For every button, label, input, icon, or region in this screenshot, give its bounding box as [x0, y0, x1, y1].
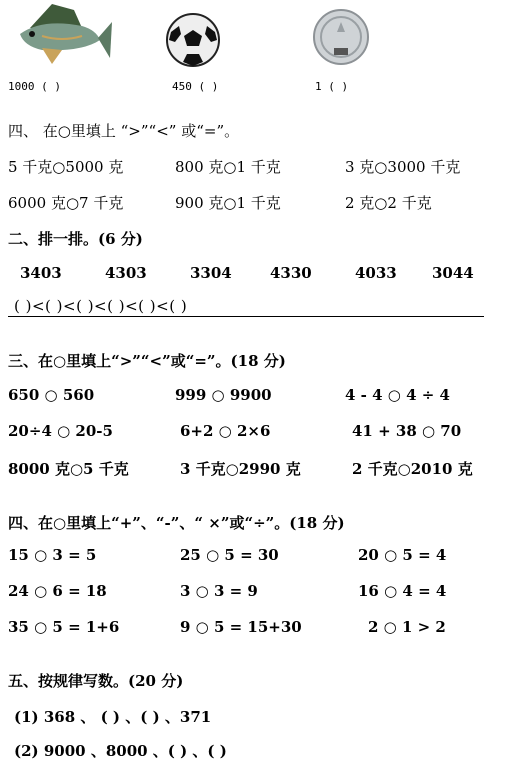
- section2-heading: 二、排一排。(6 分): [8, 230, 143, 248]
- ball-caption: 450 ( ): [172, 80, 219, 93]
- section4a-cell: 3 克○3000 千克: [345, 158, 461, 176]
- section3-cell: 6+2 ○ 2×6: [180, 422, 271, 440]
- sequence-item: (2) 9000 、8000 、( ) 、( ): [14, 742, 227, 760]
- coin-caption: 1 ( ): [315, 80, 349, 93]
- soccer-ball-image: [165, 12, 221, 68]
- section4b-cell: 2 ○ 1 > 2: [368, 618, 446, 636]
- number-item: 3403: [20, 264, 62, 282]
- fish-image: [12, 0, 112, 70]
- section4b-cell: 25 ○ 5 = 30: [180, 546, 279, 564]
- section3-cell: 650 ○ 560: [8, 386, 95, 404]
- section4b-cell: 15 ○ 3 = 5: [8, 546, 97, 564]
- number-item: 4330: [270, 264, 312, 282]
- section3-cell: 4 - 4 ○ 4 ÷ 4: [345, 386, 450, 404]
- number-item: 3044: [432, 264, 474, 282]
- number-item: 4303: [105, 264, 147, 282]
- ordering-blanks: ( )<( )<( )<( )<( )<( ): [14, 297, 188, 315]
- section3-cell: 8000 克○5 千克: [8, 460, 129, 478]
- divider-line: [8, 316, 484, 317]
- section4a-cell: 6000 克○7 千克: [8, 194, 124, 212]
- section3-cell: 999 ○ 9900: [175, 386, 272, 404]
- number-item: 3304: [190, 264, 232, 282]
- section4a-cell: 900 克○1 千克: [175, 194, 281, 212]
- section4a-cell: 2 克○2 千克: [345, 194, 432, 212]
- section4b-cell: 35 ○ 5 = 1+6: [8, 618, 120, 636]
- section4a-heading: 四、 在○里填上 “>”“<” 或“=”。: [8, 122, 240, 140]
- section3-cell: 3 千克○2990 克: [180, 460, 301, 478]
- section4b-cell: 9 ○ 5 = 15+30: [180, 618, 302, 636]
- number-item: 4033: [355, 264, 397, 282]
- section4a-cell: 5 千克○5000 克: [8, 158, 124, 176]
- sequence-item: (1) 368 、 ( ) 、( ) 、371: [14, 708, 212, 726]
- section3-cell: 41 + 38 ○ 70: [352, 422, 462, 440]
- section3-cell: 2 千克○2010 克: [352, 460, 473, 478]
- coin-image: [312, 8, 370, 66]
- section3-cell: 20÷4 ○ 20-5: [8, 422, 113, 440]
- section4b-cell: 24 ○ 6 = 18: [8, 582, 107, 600]
- section4a-cell: 800 克○1 千克: [175, 158, 281, 176]
- section4b-cell: 3 ○ 3 = 9: [180, 582, 258, 600]
- section4b-cell: 16 ○ 4 = 4: [358, 582, 447, 600]
- fish-caption: 1000 ( ): [8, 80, 61, 93]
- section4b-heading: 四、在○里填上“+”、“-”、“ ×”或“÷”。(18 分): [8, 514, 345, 532]
- section5-heading: 五、按规律写数。(20 分): [8, 672, 184, 690]
- section4b-cell: 20 ○ 5 = 4: [358, 546, 447, 564]
- section3-heading: 三、在○里填上“>”“<”或“=”。(18 分): [8, 352, 286, 370]
